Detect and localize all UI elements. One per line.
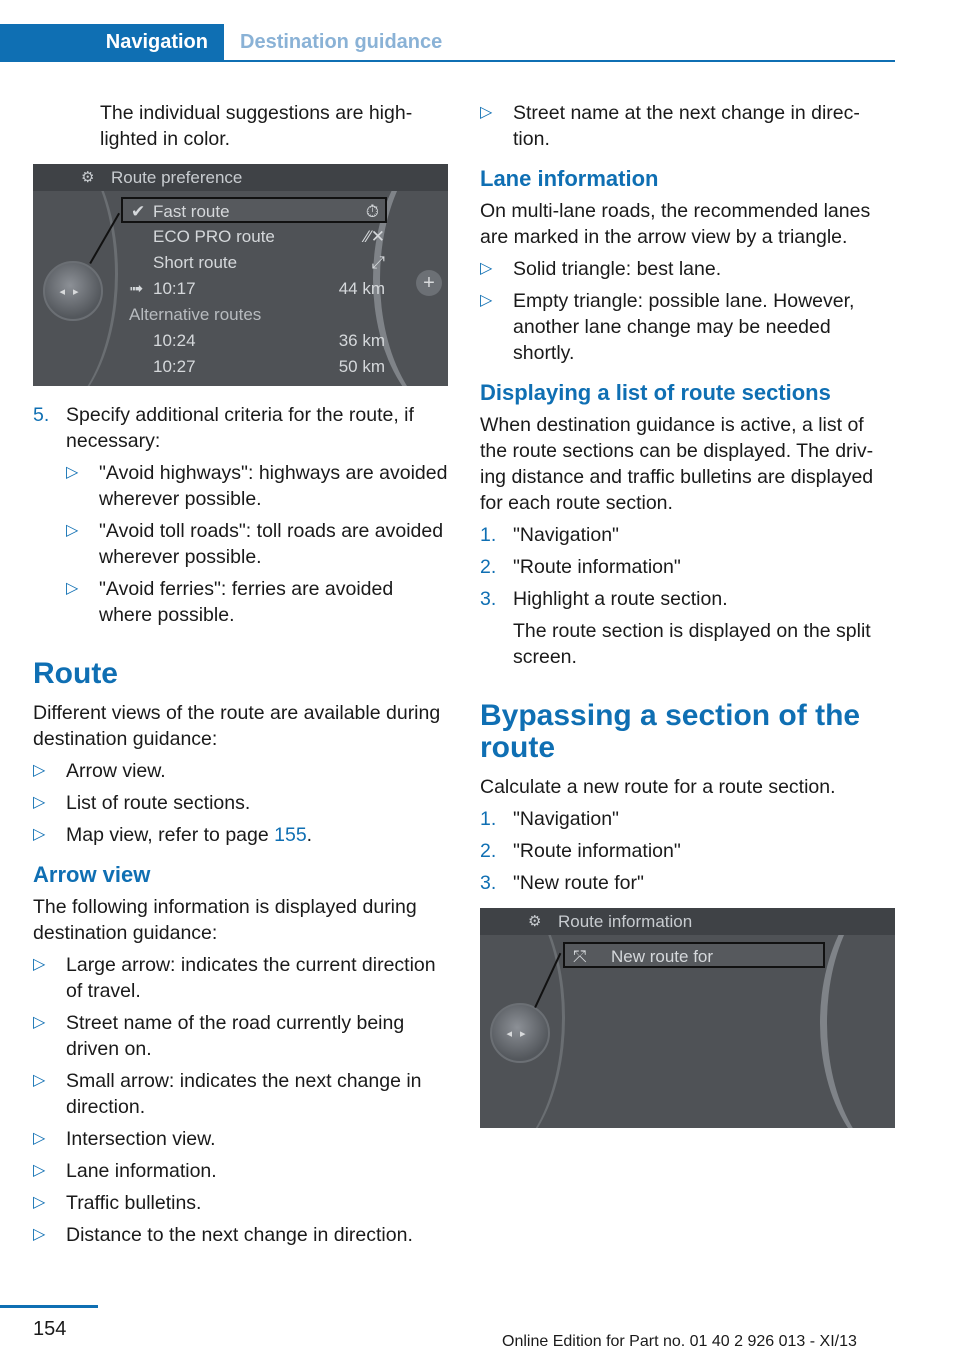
step-subtext: The route section is displayed on the split screen. <box>513 620 871 668</box>
route-time: 10:17 <box>153 279 196 298</box>
arrow-view-text: The following information is displayed during destination guidance: <box>33 896 417 944</box>
row-label: Fast route <box>153 202 230 221</box>
route-information-screen <box>480 908 895 1128</box>
route-distance: 50 km <box>338 357 385 376</box>
step-text: "Navigation" <box>513 808 619 830</box>
arrow-view-list <box>33 952 449 1248</box>
triangle-bullet-icon: ▷ <box>33 826 46 843</box>
arrow-view-list-continued <box>480 100 896 152</box>
list-item <box>66 576 449 628</box>
eco-icon: ⁄⁄✕ <box>365 227 385 246</box>
triangle-bullet-icon: ▷ <box>33 762 46 779</box>
route-text: Different views of the route are available during destination guidance: <box>33 702 441 750</box>
right-column <box>480 100 896 1144</box>
route-distance: 36 km <box>338 331 385 350</box>
stopwatch-icon: ⏱ <box>365 202 379 221</box>
route-sections-heading: Displaying a list of route sections <box>480 380 831 405</box>
screen-title: Route information <box>480 908 895 935</box>
triangle-bullet-icon: ▷ <box>480 292 493 309</box>
list-item <box>480 288 896 366</box>
triangle-bullet-icon: ▷ <box>33 794 46 811</box>
tab-navigation[interactable]: Navigation <box>0 24 224 61</box>
list-item <box>33 1222 449 1248</box>
route-distance: 44 km <box>338 279 385 298</box>
step-text: "New route for" <box>513 872 644 894</box>
screen-arc-right <box>820 908 895 1128</box>
triangle-bullet-icon: ▷ <box>33 1014 46 1031</box>
route-sections-text: When destination guidance is active, a list of the route sections can be displayed. The driv-ing distance and traffic bulletins are displayed for each route section. <box>480 414 874 514</box>
list-item-text: Street name of the road currently being driven on. <box>66 1012 405 1060</box>
plus-icon: + <box>416 270 442 296</box>
step-text: Highlight a route section. <box>513 588 728 610</box>
row-label: New route for <box>611 947 714 966</box>
list-item-text: Traffic bulletins. <box>66 1192 202 1214</box>
left-column <box>33 100 449 1254</box>
route-preference-screen <box>33 164 448 386</box>
tab-destination-guidance[interactable]: Destination guidance <box>240 31 443 53</box>
list-item <box>33 790 449 816</box>
list-item-text: Small arrow: indicates the next change in direction. <box>66 1070 422 1118</box>
list-item-text: "Avoid ferries": ferries are avoided where possible. <box>99 578 394 626</box>
list-item <box>33 1158 449 1184</box>
route-settings-icon: ⚙ <box>528 913 542 930</box>
list-item <box>33 1010 449 1062</box>
step-item <box>480 554 896 580</box>
triangle-bullet-icon: ▷ <box>480 260 493 277</box>
step-number: 1. <box>480 524 497 546</box>
step-number: 2. <box>480 556 497 578</box>
step-item <box>480 522 896 548</box>
step-item <box>480 586 896 670</box>
step-number: 5. <box>33 404 50 426</box>
triangle-bullet-icon: ▷ <box>33 1194 46 1211</box>
header-tabbar <box>0 24 895 62</box>
list-item <box>33 1126 449 1152</box>
row-alternative-1[interactable] <box>153 328 385 354</box>
intro-text: The individual suggestions are high-lighted in color. <box>100 102 413 150</box>
triangle-bullet-icon: ▷ <box>480 104 493 121</box>
list-item <box>33 1190 449 1216</box>
route-sections-steps <box>480 522 896 670</box>
step-item <box>480 806 896 832</box>
list-item-text: "Avoid highways": highways are avoided wherever possible. <box>99 462 448 510</box>
step-number: 1. <box>480 808 497 830</box>
new-route-icon: ⤧ <box>573 947 587 966</box>
list-item-text: Empty triangle: possible lane. However, another lane change may be needed shortly. <box>513 290 855 364</box>
row-alternative-2[interactable] <box>153 354 385 380</box>
row-short-route[interactable] <box>153 250 385 276</box>
route-heading: Route <box>33 657 118 690</box>
list-item <box>480 256 896 282</box>
bypass-text: Calculate a new route for a route section. <box>480 776 836 798</box>
triangle-bullet-icon: ▷ <box>66 464 79 481</box>
footer-rule <box>0 1305 98 1308</box>
list-item <box>33 822 449 848</box>
list-item-text: Large arrow: indicates the current direction of travel. <box>66 954 436 1002</box>
row-label: Short route <box>153 253 238 272</box>
row-eco-pro-route[interactable] <box>153 224 385 250</box>
check-icon: ✔ <box>131 202 146 221</box>
step-text: "Route information" <box>513 556 681 578</box>
controller-knob-icon: ◂▸ <box>43 261 103 321</box>
list-item <box>66 460 449 512</box>
row-fast-route[interactable] <box>121 197 387 223</box>
lane-list <box>480 256 896 366</box>
row-current-route[interactable] <box>129 276 385 302</box>
step-text: Specify additional criteria for the route, if necessary: <box>66 404 414 452</box>
row-new-route-for[interactable] <box>563 942 825 968</box>
triangle-bullet-icon: ▷ <box>33 1162 46 1179</box>
triangle-bullet-icon: ▷ <box>33 1226 46 1243</box>
list-item-text: Intersection view. <box>66 1128 216 1150</box>
triangle-bullet-icon: ▷ <box>66 522 79 539</box>
list-item-text: List of route sections. <box>66 792 251 814</box>
bypass-steps <box>480 806 896 896</box>
alternative-routes-heading: Alternative routes <box>129 305 262 324</box>
step-number: 3. <box>480 872 497 894</box>
lane-information-heading: Lane information <box>480 166 659 191</box>
route-views-list <box>33 758 449 848</box>
short-route-icon: ⤢ <box>371 253 385 272</box>
bypass-heading: Bypassing a section of the route <box>480 699 861 764</box>
step-text: "Route information" <box>513 840 681 862</box>
list-item <box>66 518 449 570</box>
criteria-list <box>66 460 449 628</box>
triangle-bullet-icon: ▷ <box>66 580 79 597</box>
triangle-bullet-icon: ▷ <box>33 956 46 973</box>
arrow-view-heading: Arrow view <box>33 862 151 887</box>
list-item-text: Solid triangle: best lane. <box>513 258 722 280</box>
list-item <box>480 100 896 152</box>
list-item-text: Distance to the next change in direction. <box>66 1224 413 1246</box>
triangle-bullet-icon: ▷ <box>33 1072 46 1089</box>
route-time: 10:24 <box>153 331 196 350</box>
screen-title: Route preference <box>33 164 448 191</box>
step-item <box>480 838 896 864</box>
route-settings-icon: ⚙ <box>81 169 95 186</box>
list-item-text: Lane information. <box>66 1160 217 1182</box>
lane-information-text: On multi-lane roads, the recommended lanes are marked in the arrow view by a triangle. <box>480 200 871 248</box>
page-number: 154 <box>33 1318 67 1340</box>
route-time: 10:27 <box>153 357 196 376</box>
list-item-text: Map view, refer to page <box>66 824 275 846</box>
step-number: 2. <box>480 840 497 862</box>
step-item <box>480 870 896 896</box>
step-list <box>33 402 449 628</box>
list-item <box>33 1068 449 1120</box>
list-item-text: "Avoid toll roads": toll roads are avoided wherever possible. <box>99 520 444 568</box>
punctuation: . <box>306 824 313 846</box>
list-item-text: Arrow view. <box>66 760 166 782</box>
controller-knob-icon: ◂▸ <box>490 1003 550 1063</box>
step-5 <box>33 402 449 628</box>
arrow-icon: ➟ <box>129 279 144 298</box>
list-item-text: Street name at the next change in direc-tion. <box>513 102 860 150</box>
row-label: ECO PRO route <box>153 227 275 246</box>
list-item <box>33 952 449 1004</box>
triangle-bullet-icon: ▷ <box>33 1130 46 1147</box>
step-number: 3. <box>480 588 497 610</box>
page-link[interactable]: 155 <box>274 824 307 846</box>
step-text: "Navigation" <box>513 524 619 546</box>
list-item <box>33 758 449 784</box>
edition-note: Online Edition for Part no. 01 40 2 926 013 - XI/13 <box>502 1333 857 1350</box>
